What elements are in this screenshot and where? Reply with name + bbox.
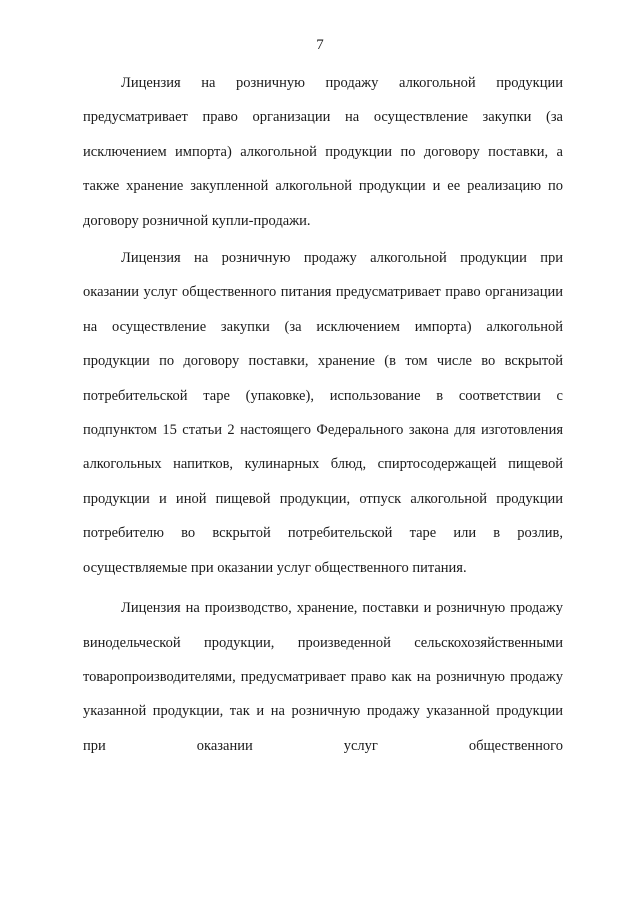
paragraph-retail-license: Лицензия на розничную продажу алкогольной продукции предусматривает право организации на осуществление закупки (за исключением импорта) алкогольной продукции по договору поставки, а также хранение закупленной алкогольной продукции и ее реализацию по договору розничной купли-продажи.	[83, 75, 563, 229]
paragraph-catering-license: Лицензия на розничную продажу алкогольной продукции при оказании услуг общественного питания предусматривает право организации на осуществление закупки (за исключением импорта) алкогольной продукции по договору поставки, хранение (в том числе во вскрытой потребительской таре (упаковке), использование в соответствии с подпунктом 15 статьи 2 настоящего Федерального закона для изготовления алкогольных напитков, кулинарных блюд, спиртосодержащей пищевой продукции и иной пищевой продукции, отпуск алкогольной продукции потребителю во вскрытой потребительской таре или в розлив, осуществляемые при оказании услуг общественного питания.	[83, 250, 563, 576]
page-number: 7	[316, 37, 324, 53]
document-body	[83, 66, 563, 763]
paragraph-winemaking-license: Лицензия на производство, хранение, поставки и розничную продажу винодельческой продукции, произведенной сельскохозяйственными товаропроизводителями, предусматривает право как на розничную продажу указанной продукции, так и на розничную продажу указанной продукции при оказании услуг общественного	[83, 600, 563, 754]
